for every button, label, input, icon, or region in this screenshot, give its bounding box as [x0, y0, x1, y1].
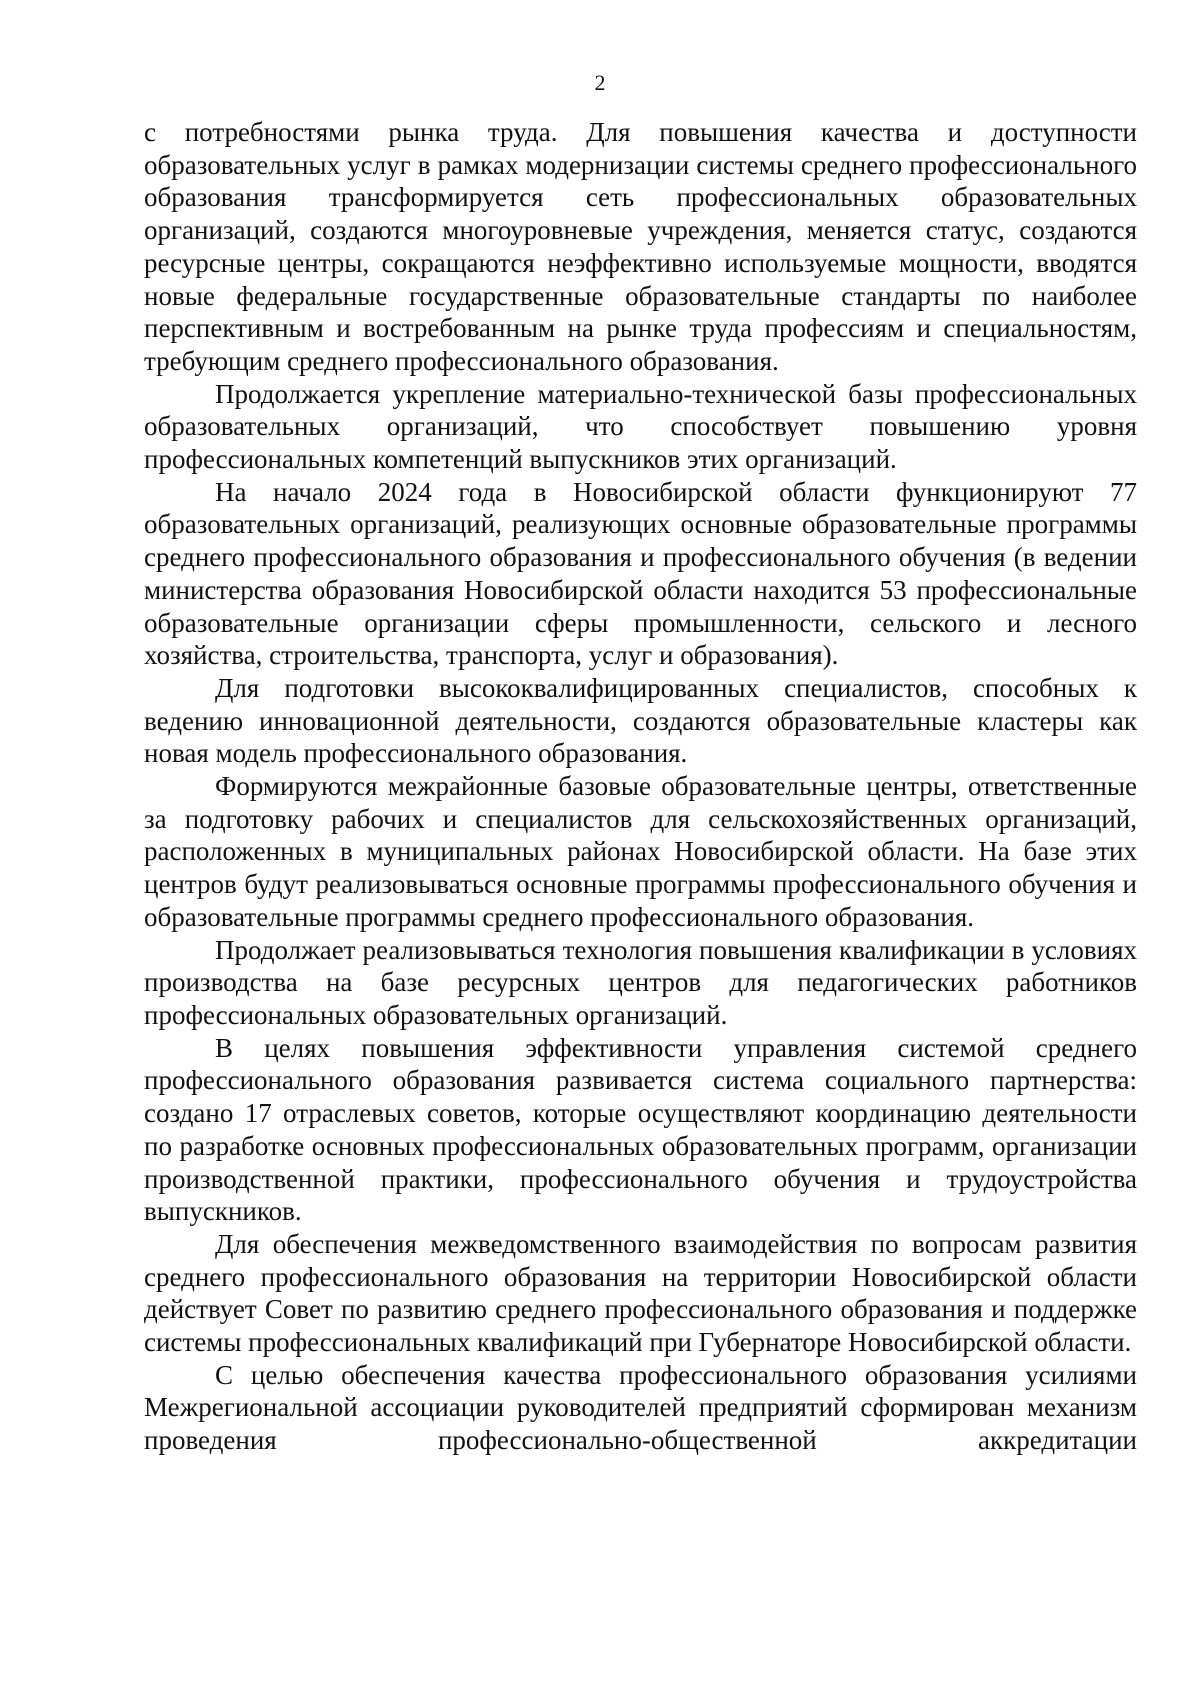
paragraph-continuation: с потребностями рынка труда. Для повышения качества и доступности образовательных услуг в рамках модернизации системы среднего профессионального образования трансформируется сеть профессиональных образовательных организаций, создаются многоуровневые учреждения, меняется статус, создаются ресурсные центры, сокращаются неэффективно используемые мощности, вводятся новые федеральные государственные образовательные стандарты по наиболее перспективным и востребованным на рынке труда профессиям и специальностям, требующим среднего профессионального образования. [144, 117, 1137, 376]
page-number: 2 [594, 70, 606, 95]
paragraph: Продолжается укрепление материально-технической базы профессиональных образовательных организаций, что способствует повышению уровня профессиональных компетенций выпускников этих организаций. [144, 378, 1137, 475]
paragraph: Формируются межрайонные базовые образовательные центры, ответственные за подготовку рабочих и специалистов для сельскохозяйственных организаций, расположенных в муниципальных районах Новосибирской области. На базе этих центров будут реализовываться основные программы профессионального обучения и образовательные программы среднего профессионального образования. [144, 771, 1137, 932]
paragraph: На начало 2024 года в Новосибирской области функционируют 77 образовательных организаций, реализующих основные образовательные программы среднего профессионального образования и профессионального обучения (в ведении министерства образования Новосибирской области находится 53 профессиональные образовательные организации сферы промышленности, сельского и лесного хозяйства, строительства, транспорта, услуг и образования). [144, 476, 1137, 671]
paragraph-continues-next-page: С целью обеспечения качества профессионального образования усилиями Межрегиональной ассоциации руководителей предприятий сформирован механизм проведения профессионально-общественной аккредитации [144, 1359, 1137, 1456]
paragraph: Для подготовки высококвалифицированных специалистов, способных к ведению инновационной деятельности, создаются образовательные кластеры как новая модель профессионального образования. [144, 672, 1137, 769]
paragraph: В целях повышения эффективности управления системой среднего профессионального образования развивается система социального партнерства: создано 17 отраслевых советов, которые осуществляют координацию деятельности по разработке основных профессиональных образовательных программ, организации производственной практики, профессионального обучения и трудоустройства выпускников. [144, 1032, 1137, 1227]
document-body [144, 116, 1137, 1457]
paragraph: Продолжает реализовываться технология повышения квалификации в условиях производства на базе ресурсных центров для педагогических работников профессиональных образовательных организаций. [144, 934, 1137, 1030]
paragraph: Для обеспечения межведомственного взаимодействия по вопросам развития среднего профессионального образования на территории Новосибирской области действует Совет по развитию среднего профессионального образования и поддержке системы профессиональных квалификаций при Губернаторе Новосибирской области. [144, 1228, 1137, 1358]
